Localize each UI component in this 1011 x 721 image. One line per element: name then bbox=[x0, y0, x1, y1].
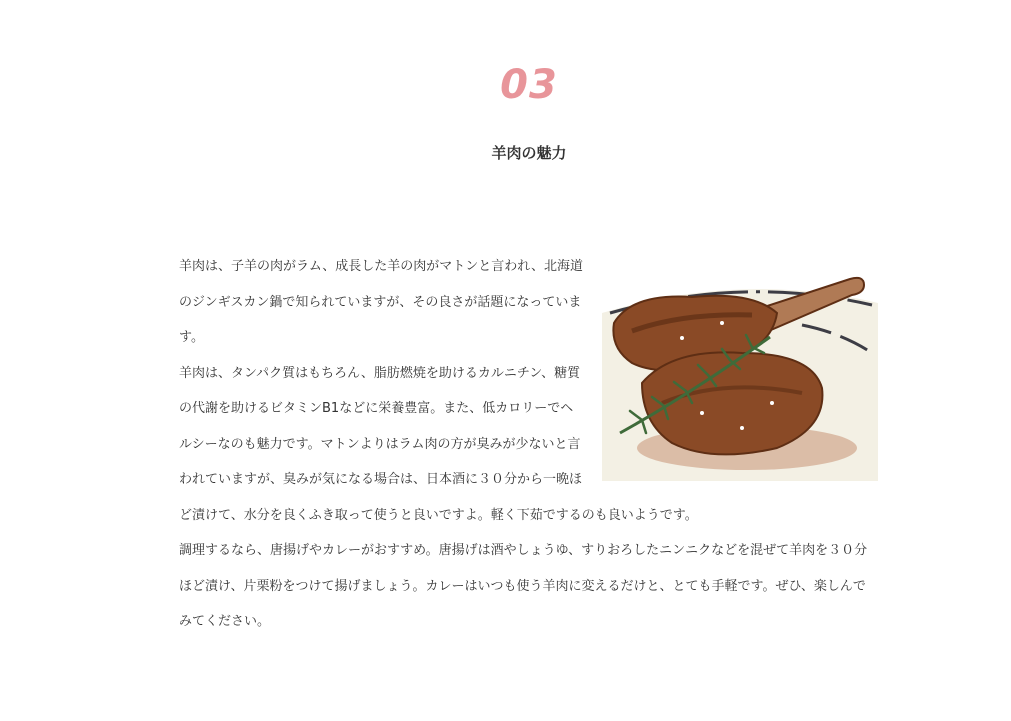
paragraph-cooking: 調理するなら、唐揚げやカレーがおすすめ。唐揚げは酒やしょうゆ、すりおろしたニンニクなどを混ぜて羊肉を３０分ほど漬け、片栗粉をつけて揚げましょう。カレーはいつも使う羊肉に変えるだけと、とても手軽です。ぜひ、楽しんでみてください。 bbox=[179, 543, 868, 629]
article-body bbox=[179, 249, 878, 640]
section-number: 03 bbox=[500, 62, 558, 108]
paragraph-intro: 羊肉は、子羊の肉がラム、成長した羊の肉がマトンと言われ、北海道のジンギスカン鍋で知られていますが、その良さが話題になっています。 bbox=[179, 259, 584, 345]
section-title: 羊肉の魅力 bbox=[491, 144, 567, 162]
paragraph-nutrition: 羊肉は、タンパク質はもちろん、脂肪燃焼を助けるカルニチン、糖質の代謝を助けるビタミンB1などに栄養豊富。また、低カロリーでヘルシーなのも魅力です。マトンよりはラム肉の方が臭みが少ないと言われていますが、臭みが気になる場合は、日本酒に３０分から一晩ほど漬けて、水分を良くふき取って使うと良いですよ。軽く下茹でするのも良いようです。 bbox=[179, 365, 698, 523]
lamb-chop-illustration-icon bbox=[602, 253, 878, 481]
